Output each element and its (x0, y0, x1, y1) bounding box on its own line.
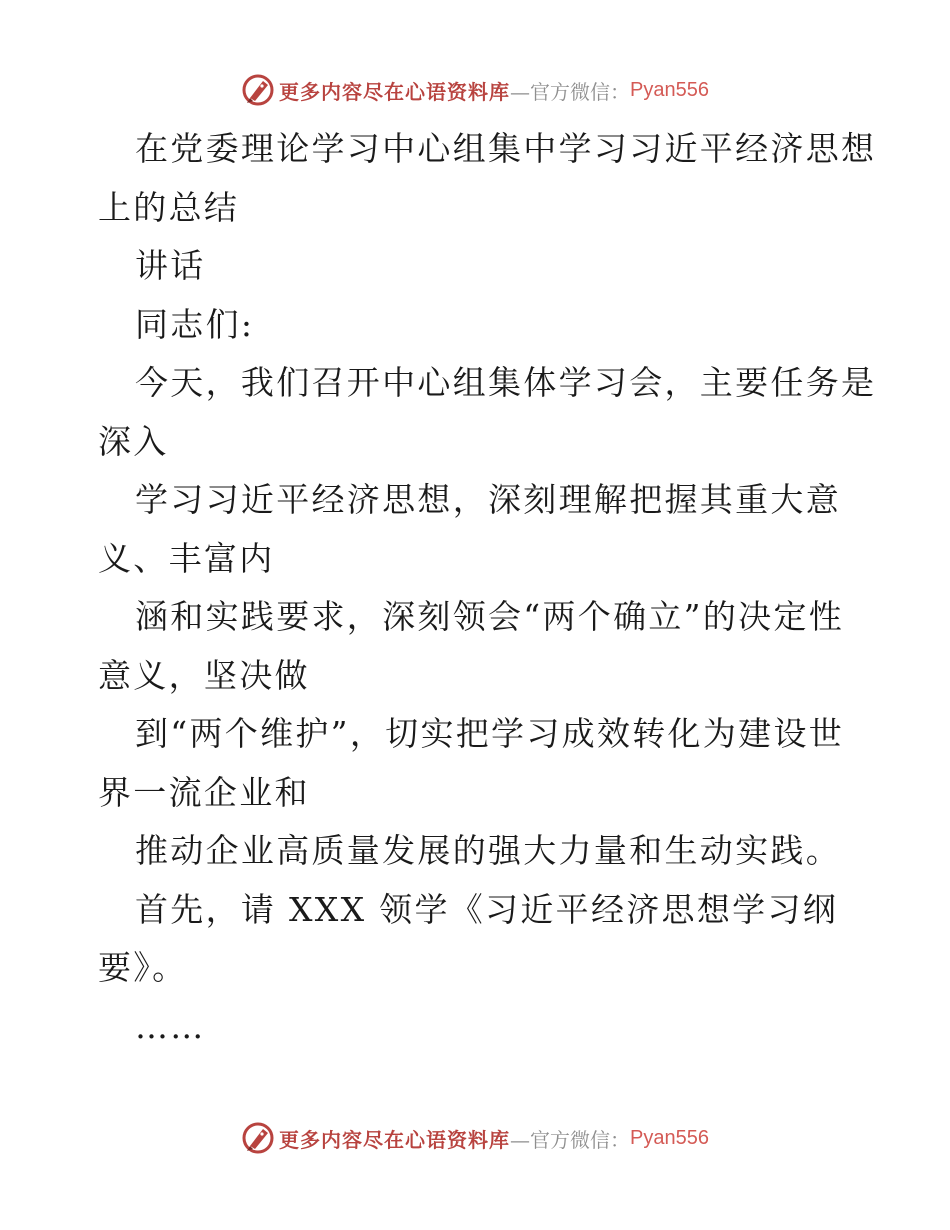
header-banner (0, 70, 950, 110)
paragraph-line: 义、丰富内 (98, 538, 275, 578)
ellipsis-line: …… (135, 1006, 206, 1046)
pen-logo-icon (241, 1121, 275, 1155)
title-line-2: 上的总结 (98, 187, 240, 227)
footer-banner (0, 1118, 950, 1158)
paragraph-line: 首先，请 XXX 领学《习近平经济思想学习纲 (135, 889, 839, 929)
document-body (98, 120, 877, 1056)
paragraph-line: 到“两个维护”，切实把学习成效转化为建设世 (135, 714, 845, 753)
paragraph-line: 今天，我们召开中心组集体学习会，主要任务是 (135, 363, 877, 402)
title-line-1: 在党委理论学习中心组集中学习习近平经济思想 (135, 129, 877, 168)
paragraph-line: 界一流企业和 (98, 772, 310, 812)
paragraph-line: 要》。 (98, 948, 188, 987)
paragraph-line: 深入 (98, 421, 169, 461)
header-banner-id: Pyan556 (630, 78, 709, 101)
subtitle-line: 讲话 (135, 246, 206, 285)
salutation-line: 同志们: (135, 304, 255, 344)
header-banner-wechat: —官方微信： (510, 79, 631, 104)
footer-banner-id: Pyan556 (630, 1126, 709, 1149)
header-banner-text: 更多内容尽在心语资料库 (279, 79, 511, 104)
footer-banner-wechat: —官方微信： (510, 1127, 631, 1152)
pen-logo-icon (241, 73, 275, 107)
paragraph-line: 学习习近平经济思想，深刻理解把握其重大意 (135, 480, 841, 519)
paragraph-line: 涵和实践要求，深刻领会“两个确立”的决定性 (135, 597, 845, 636)
paragraph-line: 意义，坚决做 (98, 655, 310, 695)
footer-banner-text: 更多内容尽在心语资料库 (279, 1127, 511, 1152)
paragraph-line: 推动企业高质量发展的强大力量和生动实践。 (135, 831, 841, 870)
